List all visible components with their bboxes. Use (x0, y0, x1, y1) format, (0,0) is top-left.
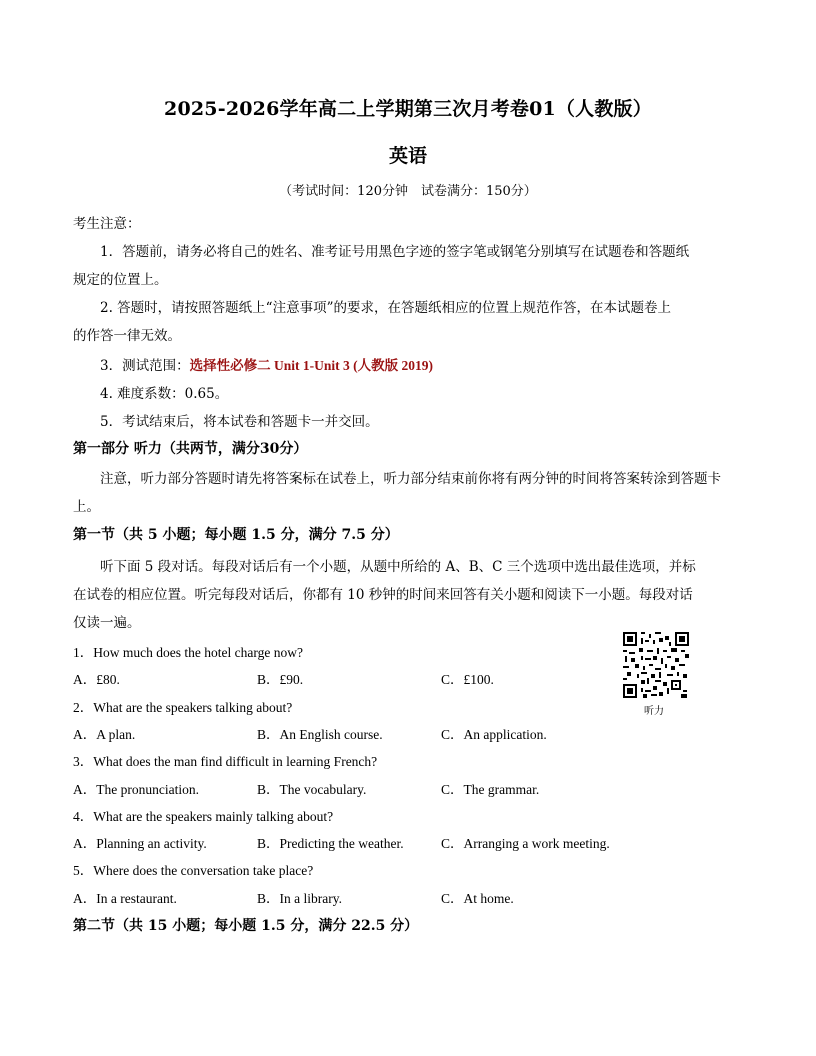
notice-item-2-line-2: 的作答一律无效。 (73, 328, 181, 344)
question-4-option-c: C．Arranging a work meeting. (441, 836, 610, 851)
notice-item-4: 4. 难度系数：0.65。 (100, 386, 229, 402)
qr-code-icon[interactable] (623, 632, 689, 698)
question-2-option-c: C．An application. (441, 727, 547, 742)
test-scope: 选择性必修二 Unit 1-Unit 3 (人教版 2019) (189, 358, 433, 373)
question-3: 3．What does the man find difficult in learning French? (73, 754, 378, 769)
question-1-option-b: B．£90. (257, 672, 304, 687)
question-2-option-a: A．A plan. (73, 727, 136, 742)
question-4-option-a: A．Planning an activity. (73, 836, 207, 851)
notice-heading: 考生注意： (73, 216, 141, 232)
question-4-option-b: B．Predicting the weather. (257, 836, 404, 851)
question-5-option-b: B．In a library. (257, 891, 342, 906)
notice-item-1-line-1: 1．答题前，请务必将自己的姓名、准考证号用黑色字迹的签字笔或钢笔分别填写在试题卷和答题纸 (100, 244, 690, 260)
section2-heading: 第二节（共 15 小题；每小题 1.5 分，满分 22.5 分） (73, 918, 419, 934)
question-2-option-b: B．An English course. (257, 727, 383, 742)
part1-heading: 第一部分 听力（共两节，满分30分） (73, 441, 308, 457)
question-5-option-a: A．In a restaurant. (73, 891, 177, 906)
question-5-option-c: C．At home. (441, 891, 514, 906)
question-1-option-c: C．£100. (441, 672, 494, 687)
exam-title: 2025-2026学年高二上学期第三次月考卷01（人教版） (164, 98, 652, 120)
part1-note-line-2: 上。 (73, 499, 100, 515)
section1-instructions-line-3: 仅读一遍。 (73, 615, 141, 631)
subject-title: 英语 (388, 145, 427, 167)
question-5: 5．Where does the conversation take place? (73, 863, 314, 878)
notice-item-2-line-1: 2. 答题时，请按照答题纸上“注意事项”的要求，在答题纸相应的位置上规范作答，在本试题卷上 (100, 300, 671, 316)
section1-instructions-line-1: 听下面 5 段对话。每段对话后有一个小题，从题中所给的 A、B、C 三个选项中选出最佳选项，并标 (100, 559, 696, 575)
question-4: 4．What are the speakers mainly talking about? (73, 809, 334, 824)
section1-heading: 第一节（共 5 小题；每小题 1.5 分，满分 7.5 分） (73, 527, 399, 543)
question-2: 2．What are the speakers talking about? (73, 700, 293, 715)
question-1: 1．How much does the hotel charge now? (73, 645, 303, 660)
notice-item-3 (100, 354, 433, 374)
question-3-option-a: A．The pronunciation. (73, 782, 199, 797)
question-1-option-a: A．£80. (73, 672, 120, 687)
section1-instructions-line-2: 在试卷的相应位置。听完每段对话后，你都有 10 秒钟的时间来回答有关小题和阅读下一小题。每段对话 (73, 587, 693, 603)
part1-note-line-1: 注意，听力部分答题时请先将答案标在试卷上，听力部分结束前你将有两分钟的时间将答案转涂到答题卡 (100, 471, 721, 487)
exam-meta: （考试时间：120分钟 试卷满分：150分） (279, 184, 537, 199)
notice-item-5: 5．考试结束后，将本试卷和答题卡一并交回。 (100, 414, 379, 430)
question-3-option-b: B．The vocabulary. (257, 782, 367, 797)
question-3-option-c: C．The grammar. (441, 782, 540, 797)
qr-label: 听力 (644, 706, 664, 717)
notice-item-1-line-2: 规定的位置上。 (73, 272, 168, 288)
notice-item-3-prefix: 3．测试范围： (100, 358, 190, 374)
